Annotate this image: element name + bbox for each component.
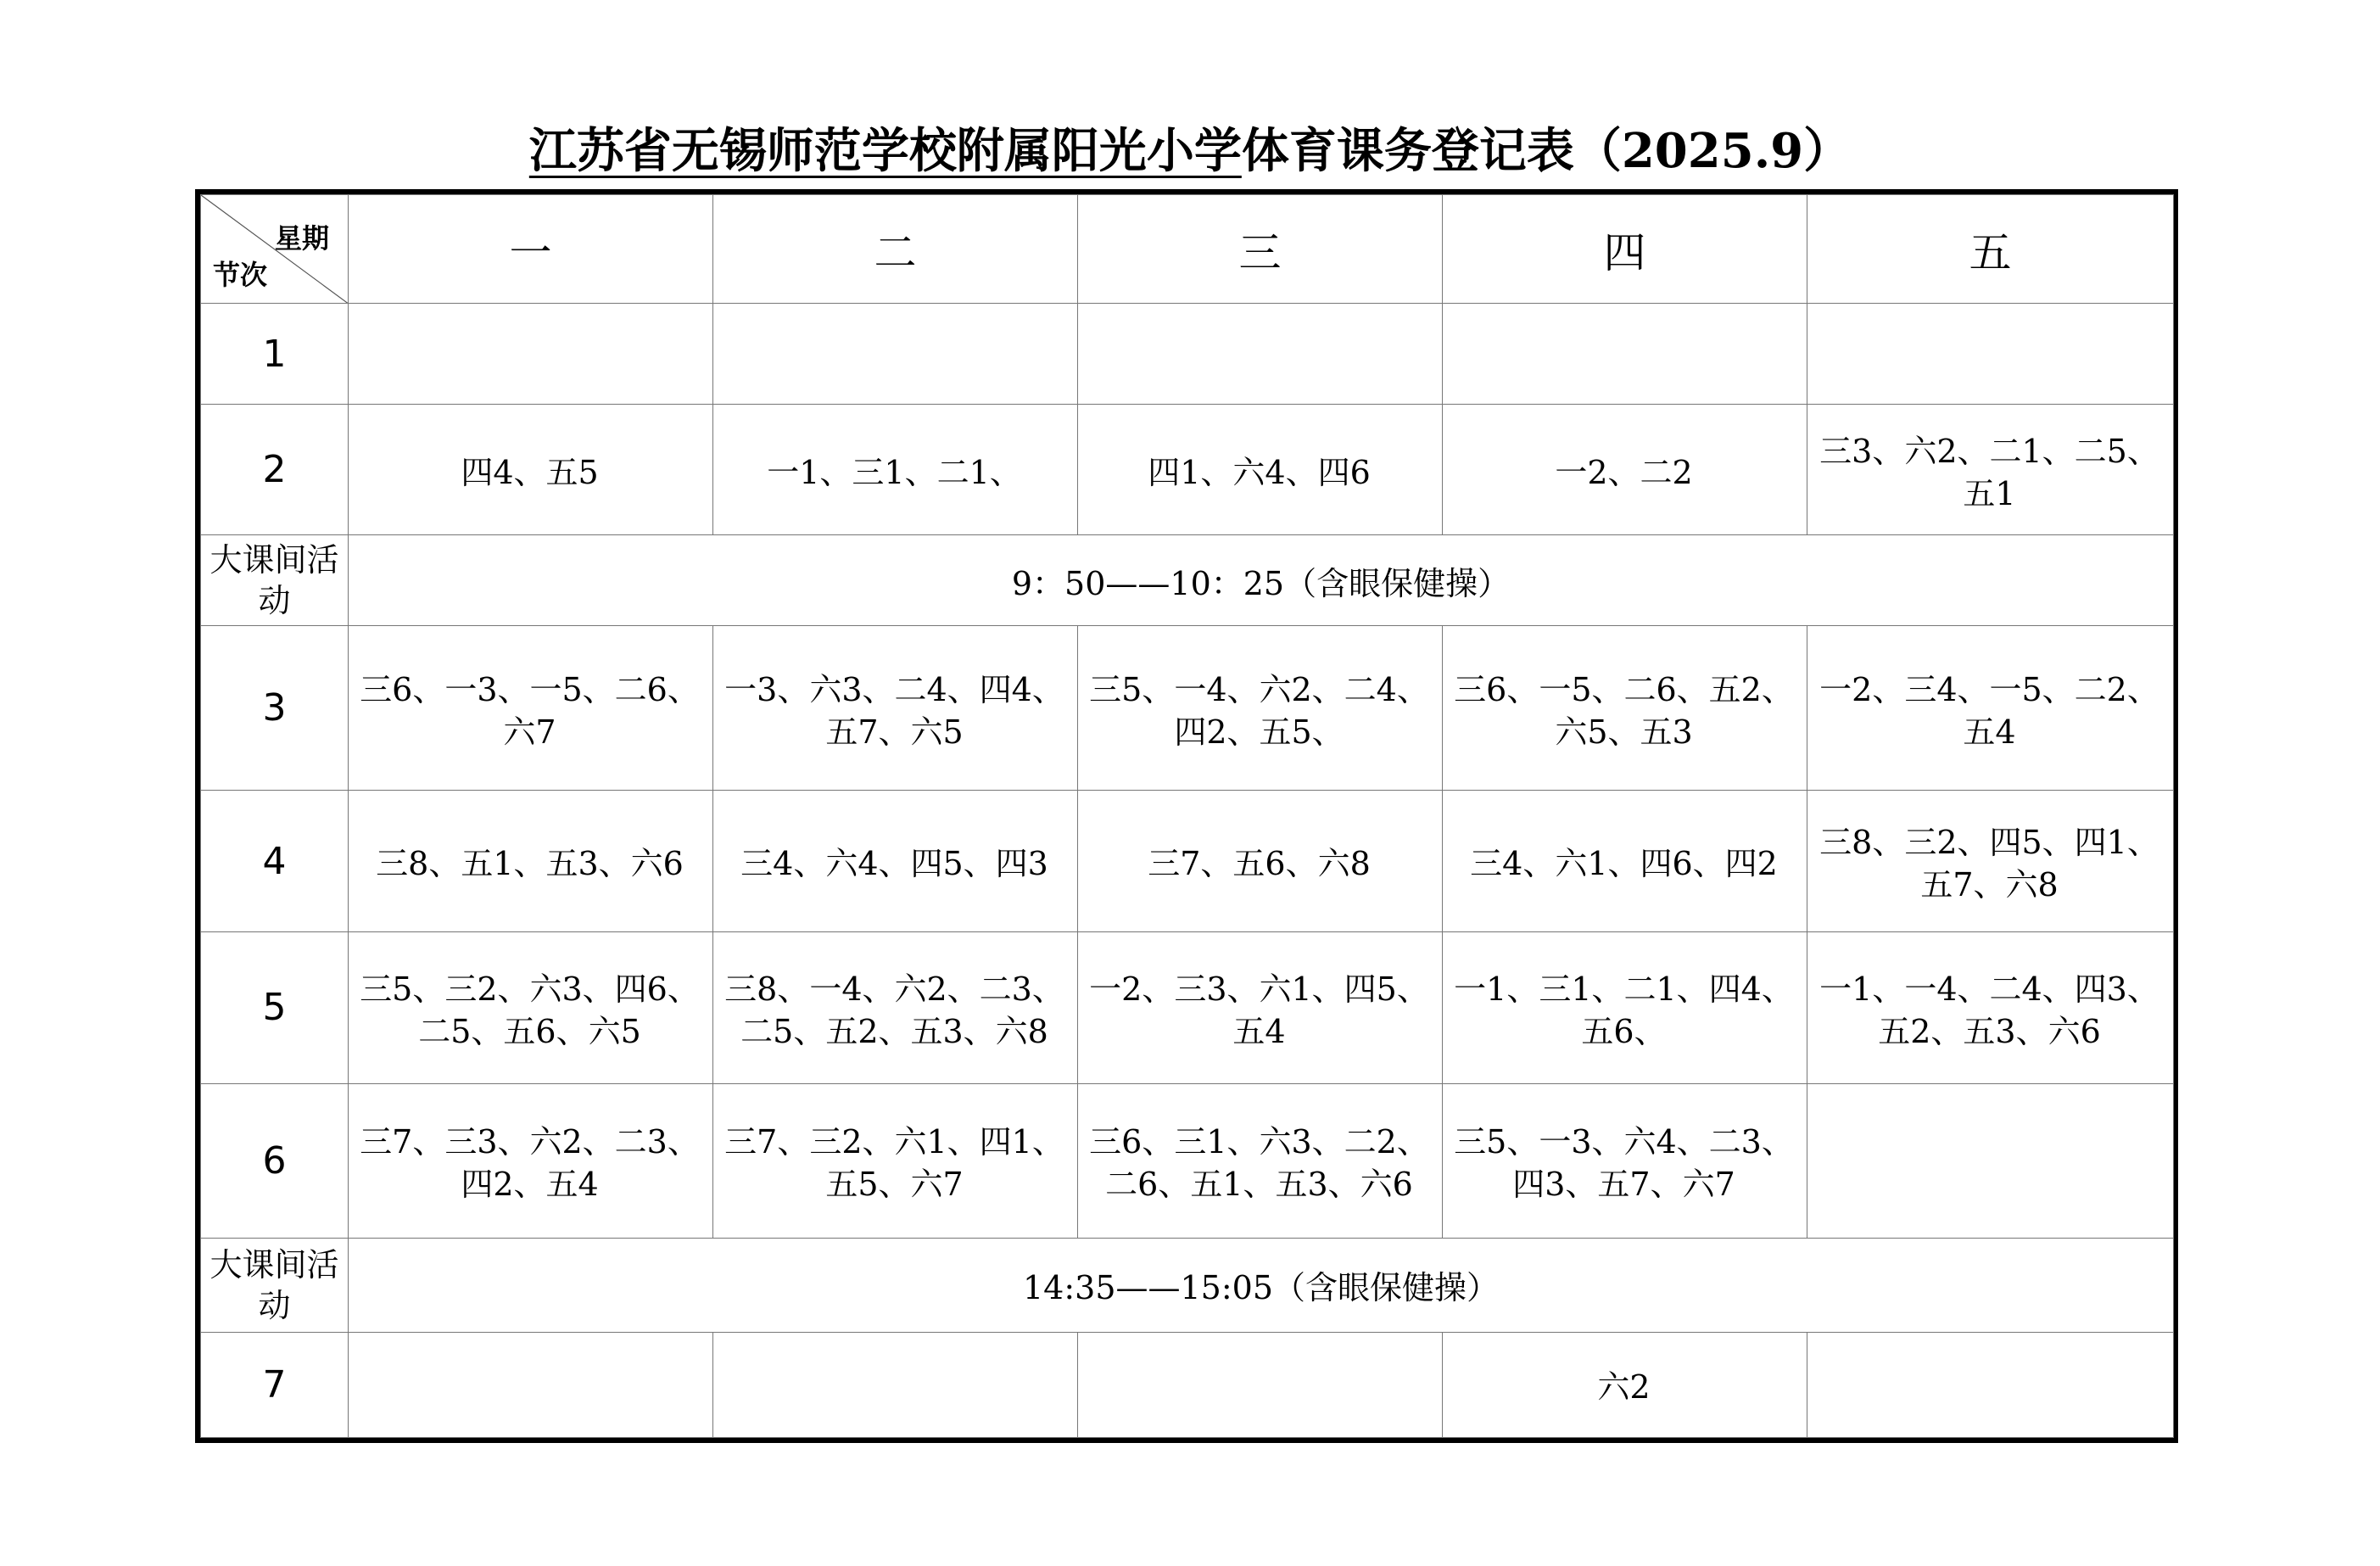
class-list: 一2、二2 [1555,453,1693,491]
schedule-cell-fri [1807,1083,2174,1239]
break-row [201,535,2174,625]
period-number: 7 [201,1332,349,1437]
period-number: 3 [201,625,349,791]
class-list: 三5、一4、六2、二4、四2、五5、 [1089,670,1429,751]
schedule-cell-fri [1807,304,2174,404]
class-list: 三8、三2、四5、四1、五7、六8 [1819,824,2159,904]
school-name: 江苏省无锡师范学校附属阳光小学 [528,123,1242,179]
break-row [201,1239,2174,1332]
class-list: 三4、六4、四5、四3 [740,845,1048,883]
class-list: 三3、六2、二1、二5、五1 [1819,432,2159,512]
schedule-cell-mon [349,404,713,535]
schedule-cell-mon [349,1332,713,1437]
schedule-cell-thu [1443,1332,1807,1437]
timetable [200,194,2174,1438]
day-header-fri: 五 [1807,195,2174,304]
schedule-cell-thu [1443,1083,1807,1239]
class-list [713,1382,1077,1387]
day-header-mon: 一 [349,195,713,304]
class-list: 一1、一4、二4、四3、五2、五3、六6 [1819,970,2159,1050]
class-list [713,351,1077,356]
class-list [349,351,712,356]
class-list [1807,1382,2173,1387]
class-list [1078,1382,1442,1387]
schedule-cell-wed [1078,1083,1443,1239]
schedule-cell-wed [1078,1332,1443,1437]
day-header-thu: 四 [1443,195,1807,304]
schedule-cell-wed [1078,625,1443,791]
schedule-cell-mon [349,791,713,932]
period-row [201,304,2174,404]
schedule-cell-fri [1807,791,2174,932]
schedule-cell-fri [1807,625,2174,791]
schedule-cell-tue [713,1332,1078,1437]
period-number: 2 [201,404,349,535]
period-row [201,404,2174,535]
break-label: 大课间活动 [201,1239,349,1332]
schedule-cell-thu [1443,791,1807,932]
schedule-cell-mon [349,931,713,1083]
title-rest: 体育课务登记表（2025.9） [1241,123,1852,179]
class-list: 三7、三3、六2、二3、四2、五4 [360,1123,700,1204]
schedule-cell-thu [1443,304,1807,404]
break-time: 9：50——10：25（含眼保健操） [349,535,2174,625]
schedule-cell-mon [349,304,713,404]
period-axis-label: 节次 [213,259,268,292]
break-time: 14:35——15:05（含眼保健操） [349,1239,2174,1332]
day-header-wed: 三 [1078,195,1443,304]
schedule-cell-wed [1078,791,1443,932]
class-list: 三8、一4、六2、二3、二5、五2、五3、六8 [724,970,1064,1050]
break-label: 大课间活动 [201,535,349,625]
schedule-cell-mon [349,625,713,791]
class-list: 三6、一3、一5、二6、六7 [360,670,700,751]
class-list [1807,1158,2173,1163]
class-list: 三8、五1、五3、六6 [376,845,684,883]
class-list: 三5、一3、六4、二3、四3、五7、六7 [1454,1123,1794,1204]
class-list: 三4、六1、四6、四2 [1470,845,1778,883]
period-row [201,625,2174,791]
period-row [201,791,2174,932]
class-list: 一2、三4、一5、二2、五4 [1819,670,2159,751]
period-row [201,931,2174,1083]
class-list [1807,351,2173,356]
class-list: 三7、五6、六8 [1148,845,1371,883]
schedule-cell-tue [713,625,1078,791]
timetable-sheet [195,189,2178,1443]
schedule-cell-tue [713,1083,1078,1239]
class-list: 一2、三3、六1、四5、五4 [1089,970,1429,1050]
schedule-cell-wed [1078,304,1443,404]
schedule-cell-tue [713,931,1078,1083]
period-number: 4 [201,791,349,932]
schedule-cell-thu [1443,931,1807,1083]
weekday-axis-label: 星期 [274,222,329,254]
day-header-tue: 二 [713,195,1078,304]
class-list: 三7、三2、六1、四1、五5、六7 [724,1123,1064,1204]
schedule-cell-tue [713,304,1078,404]
class-list [1443,351,1807,356]
class-list: 一1、三1、二1、四4、五6、 [1454,970,1794,1050]
page-title [0,117,2380,185]
class-list: 一3、六3、二4、四4、五7、六5 [724,670,1064,751]
schedule-cell-tue [713,404,1078,535]
header-row [201,195,2174,304]
class-list: 三6、一5、二6、五2、六5、五3 [1454,670,1794,751]
schedule-cell-fri [1807,931,2174,1083]
period-number: 6 [201,1083,349,1239]
class-list [349,1382,712,1387]
class-list: 三5、三2、六3、四6、二5、五6、六5 [360,970,700,1050]
class-list [1078,351,1442,356]
schedule-cell-tue [713,791,1078,932]
class-list: 三6、三1、六3、二2、二6、五1、五3、六6 [1089,1123,1429,1204]
period-row [201,1083,2174,1239]
schedule-cell-thu [1443,625,1807,791]
period-number: 1 [201,304,349,404]
schedule-cell-fri [1807,1332,2174,1437]
period-number: 5 [201,931,349,1083]
schedule-cell-wed [1078,404,1443,535]
class-list: 四1、六4、四6 [1148,453,1371,491]
corner-header [201,195,349,304]
period-row [201,1332,2174,1437]
schedule-cell-fri [1807,404,2174,535]
schedule-cell-mon [349,1083,713,1239]
class-list: 六2 [1597,1368,1651,1407]
schedule-cell-wed [1078,931,1443,1083]
schedule-cell-thu [1443,404,1807,535]
class-list: 四4、五5 [461,453,599,491]
class-list: 一1、三1、二1、 [767,453,1022,491]
